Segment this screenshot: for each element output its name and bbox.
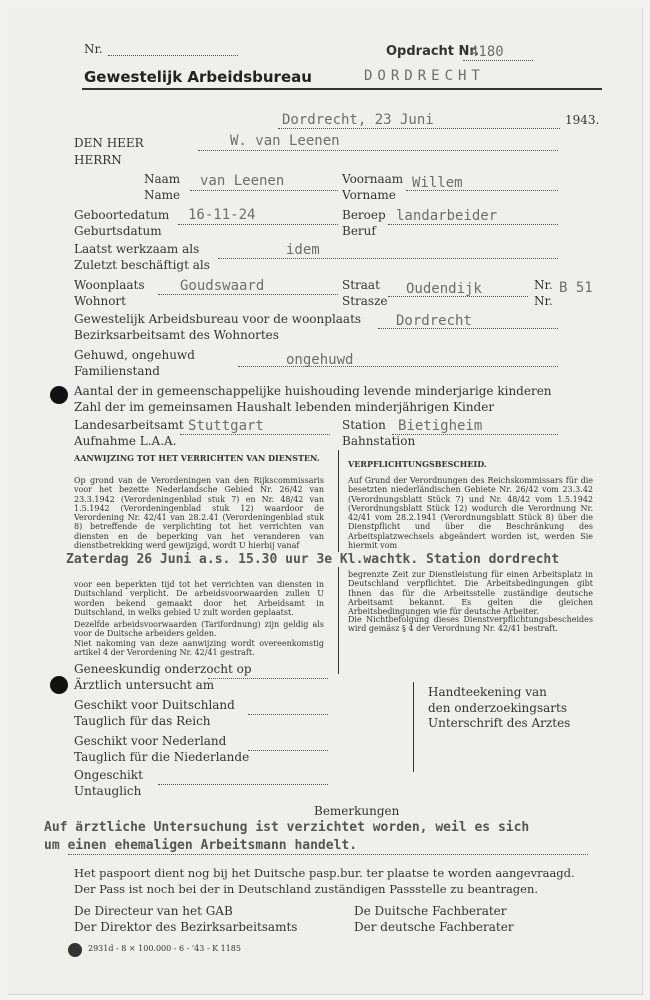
geboorte-line <box>178 224 338 225</box>
straat-line <box>388 296 528 297</box>
remarks-line2: um einen ehemaligen Arbeitsmann handelt. <box>44 838 358 853</box>
landesarbeitsamt-label: Landesarbeitsamt <box>74 418 184 432</box>
verpflichtung-para1: Auf Grund der Verordnungen des Reichskommissars für die besetzten niederländischen Gebiete Nr. 26/42 vom 23.3.42 (Verordnungsblatt Stück 7) und Nr. 48/42 vom 1.5.1942 (Verordnungsblatt Stück 12) wodurch die Verordnung Nr. 42/41 vom 28.2.1941 (Verordnungsblatt Stück 8) über die Dienstpflicht und über die Beschränkung des Arbeitsplatzwechsels abgeändert worden ist, werden Sie hiermit vom <box>348 476 593 551</box>
opdracht-line <box>463 60 533 61</box>
verpflichtung-para2: begrenzte Zeit zur Dienstleistung für einen Arbeitsplatz in Deutschland verpflichtet. Die Arbeitsbedingungen gibt Ihnen das für die Arbeitsstelle zuständige deutsche Arbeitsamt bekannt. Es gelten die gleichen Arbeitsbedingungen wie für deutsche Arbeiter. <box>348 570 593 617</box>
header-rule <box>82 88 602 90</box>
gab-woonplaats-value: Dordrecht <box>396 313 472 329</box>
nr-field-value: B 51 <box>559 280 593 296</box>
zuletzt-label: Zuletzt beschäftigt als <box>74 258 210 272</box>
nr-field-label-de: Nr. <box>534 294 553 308</box>
untersucht-label: Ärztlich untersucht am <box>74 678 215 692</box>
verpflichtung-para3: Die Nichtbefolgung dieses Dienstverpflichtungsbescheides wird gemäsz § 4 der Verordnung Nr. 42/41 bestraft. <box>348 615 593 634</box>
pass-de: Der Pass ist noch bei der in Deutschland zuständigen Passstelle zu beantragen. <box>74 882 539 896</box>
fachberater-de: Der deutsche Fachberater <box>354 920 514 934</box>
laa-value: Stuttgart <box>188 418 264 434</box>
woonplaats-label: Woonplaats <box>74 278 145 292</box>
gehuwd-line <box>238 366 558 367</box>
station-value: Bietigheim <box>398 418 483 434</box>
woonplaats-value: Goudswaard <box>180 278 265 294</box>
gehuwd-label: Gehuwd, ongehuwd <box>74 348 195 362</box>
den-heer-label: DEN HEER <box>74 136 144 150</box>
opdracht-label: Opdracht Nr. <box>386 44 479 59</box>
onderzocht-label: Geneeskundig onderzocht op <box>74 662 252 676</box>
geschikt-dl-label: Geschikt voor Duitschland <box>74 698 235 712</box>
aanwijzing-para4: Niet nakoming van deze aanwijzing wordt overeenkomstig artikel 4 der Verordening Nr. 42/41 gestraft. <box>74 639 324 658</box>
beruf-label: Beruf <box>342 224 376 238</box>
naam-label: Naam <box>144 172 181 186</box>
addressee-line <box>198 150 558 151</box>
kinderen-label: Aantal der in gemeenschappelijke huishouding levende minderjarige kinderen <box>74 384 552 398</box>
tauglich-reich-label: Tauglich für das Reich <box>74 714 211 728</box>
bahnstation-label: Bahnstation <box>342 434 416 448</box>
naam-line <box>190 190 338 191</box>
station-label: Station <box>342 418 386 432</box>
name-label: Name <box>144 188 181 202</box>
date-line <box>278 128 560 129</box>
printer-logo-icon <box>68 943 82 957</box>
voornaam-value: Willem <box>412 175 463 191</box>
untauglich-label: Untauglich <box>74 784 142 798</box>
geschikt-nl-line <box>248 750 328 751</box>
beroep-value: landarbeider <box>396 208 498 224</box>
beroep-line <box>388 224 558 225</box>
voornaam-label: Voornaam <box>342 172 404 186</box>
onderzocht-line <box>208 678 328 679</box>
tauglich-nl-label: Tauglich für die Niederlande <box>74 750 250 764</box>
directeur-nl: De Directeur van het GAB <box>74 904 233 918</box>
verpflichtung-heading: VERPFLICHTUNGSBESCHEID. <box>348 459 487 469</box>
aanwijzing-heading: AANWIJZING TOT HET VERRICHTEN VAN DIENSTEN. <box>74 453 320 463</box>
straat-label: Straat <box>342 278 380 292</box>
ongeschikt-label: Ongeschikt <box>74 768 143 782</box>
gab-line <box>378 328 558 329</box>
herrn-label: HERRN <box>74 153 122 167</box>
nr-line <box>108 55 238 56</box>
fachberater-nl: De Duitsche Fachberater <box>354 904 507 918</box>
bezirksarbeitsamt-label: Bezirksarbeitsamt des Wohnortes <box>74 328 279 342</box>
handteekening-label: Handteekening van den onderzoekingsarts <box>428 685 567 715</box>
nr-field-label: Nr. <box>534 278 553 292</box>
familienstand-label: Familienstand <box>74 364 160 378</box>
nr-label: Nr. <box>84 42 103 56</box>
geboortedatum-value: 16-11-24 <box>188 207 256 223</box>
geburtsdatum-label: Geburtsdatum <box>74 224 162 238</box>
opdracht-value: 4180 <box>470 44 504 60</box>
aanwijzing-para2: voor een beperkten tijd tot het verrichten van diensten in Duitschland verplicht. De arbeidsvoorwaarden zullen U worden bekend gemaakt door het Arbeidsamt in Duitschland, in welks gebied U zult worden geplaatst. <box>74 580 324 617</box>
laatst-line <box>218 258 558 259</box>
year: 1943. <box>565 113 600 127</box>
punch-hole-bottom <box>50 676 68 694</box>
remarks-line <box>68 854 588 855</box>
voornaam-line <box>406 190 558 191</box>
aanwijzing-para3: Dezelfde arbeidsvoorwaarden (Tarifordnung) zijn geldig als voor de Duitsche arbeiders gelden. <box>74 620 324 639</box>
geschikt-nl-label: Geschikt voor Nederland <box>74 734 227 748</box>
beroep-label: Beroep <box>342 208 386 222</box>
departure-text: Zaterdag 26 Juni a.s. 15.30 uur 3e Kl.wachtk. Station dordrecht <box>66 552 560 567</box>
naam-value: van Leenen <box>200 173 285 189</box>
bemerkungen-label: Bemerkungen <box>314 804 400 818</box>
laatst-werkzaam-value: idem <box>286 242 320 258</box>
punch-hole-top <box>50 386 68 404</box>
form-page <box>8 8 643 995</box>
gehuwd-value: ongehuwd <box>286 352 354 368</box>
addressee-name: W. van Leenen <box>230 133 340 149</box>
wohnort-label: Wohnort <box>74 294 126 308</box>
ongeschikt-line <box>158 784 328 785</box>
station-line <box>392 434 558 435</box>
laatst-werkzaam-label: Laatst werkzaam als <box>74 242 200 256</box>
geschikt-dl-line <box>248 714 328 715</box>
bureau-city: DORDRECHT <box>364 68 485 84</box>
direktor-de: Der Direktor des Bezirksarbeitsamts <box>74 920 298 934</box>
vorname-label: Vorname <box>342 188 396 202</box>
laa-line <box>180 434 330 435</box>
place-date: Dordrecht, 23 Juni <box>282 112 434 128</box>
bureau-title: Gewestelijk Arbeidsbureau <box>84 68 312 86</box>
geboortedatum-label: Geboortedatum <box>74 208 170 222</box>
kinder-label: Zahl der im gemeinsamen Haushalt lebenden minderjährigen Kinder <box>74 400 495 414</box>
aanwijzing-para1: Op grond van de Verordeningen van den Rijkscommissaris voor het bezette Nederlandsche Gebied Nr. 26/42 van 23.3.1942 (Verordeningenblad stuk 7) en Nr. 48/42 van 1.5.1942 (Verordeningenblad stuk 12) waardoor de Verordening Nr. 42/41 van 28.2.41 (Verordeningenblad stuk 8) betreffende de verplichting tot het verrichten van diensten en de beperking van het veranderen van dienstbetrekking werd gewijzigd, wordt U hierbij vanaf <box>74 476 324 551</box>
print-code: 2931d - 8 × 100.000 - 6 - '43 - K 1185 <box>88 944 241 953</box>
gab-woonplaats-label: Gewestelijk Arbeidsbureau voor de woonplaats <box>74 312 362 326</box>
strasze-label: Strasze <box>342 294 388 308</box>
woonplaats-line <box>158 294 338 295</box>
unterschrift-label: Unterschrift des Arztes <box>428 716 571 730</box>
aufnahme-laa-label: Aufnahme L.A.A. <box>74 434 177 448</box>
remarks-line1: Auf ärztliche Untersuchung ist verzichtet worden, weil es sich <box>44 820 530 835</box>
signature-box-divider <box>413 682 414 772</box>
straat-value: Oudendijk <box>406 281 482 297</box>
paspoort-nl: Het paspoort dient nog bij het Duitsche pasp.bur. ter plaatse te worden aangevraagd. <box>74 866 575 880</box>
